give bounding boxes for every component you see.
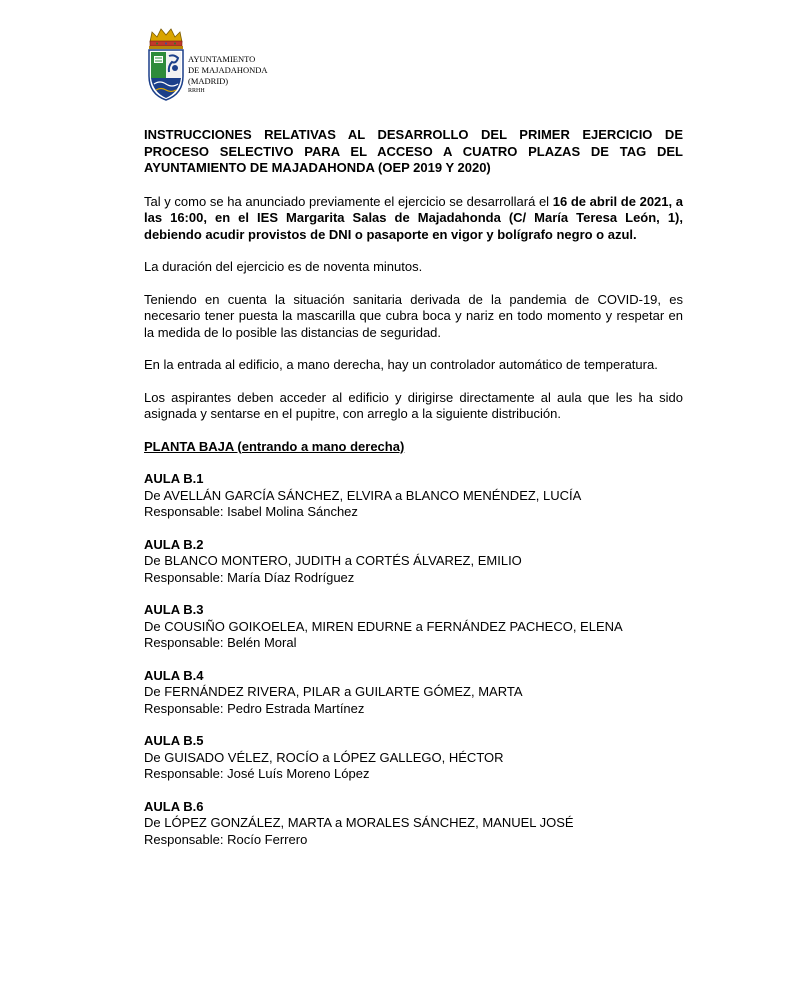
org-line-2: DE MAJADAHONDA <box>188 65 268 75</box>
organization-name <box>188 54 268 95</box>
aula-title: AULA B.2 <box>144 536 204 552</box>
org-line-4: RRHH <box>188 88 205 94</box>
document-body <box>144 127 683 864</box>
aula-range: De AVELLÁN GARCÍA SÁNCHEZ, ELVIRA a BLANCO MENÉNDEZ, LUCÍA <box>144 487 582 503</box>
aula-responsable: Responsable: Isabel Molina Sánchez <box>144 504 358 519</box>
aula-block <box>144 799 683 849</box>
aula-block <box>144 668 683 718</box>
aula-title: AULA B.4 <box>144 667 204 683</box>
aula-block <box>144 537 683 587</box>
intro-bold-text: 16 de abril de 2021, a las 16:00, en el IES Margarita Salas de Majadahonda (C/ María Teresa León, 1), debiendo acudir provistos de DNI o pasaporte en vigor y bolígrafo negro o azul. <box>144 193 683 242</box>
coat-of-arms-icon <box>146 28 186 102</box>
aula-title: AULA B.1 <box>144 471 204 486</box>
aula-range: De LÓPEZ GONZÁLEZ, MARTA a MORALES SÁNCHEZ, MANUEL JOSÉ <box>144 815 574 830</box>
aula-responsable: Responsable: María Díaz Rodríguez <box>144 569 355 585</box>
aula-block <box>144 602 683 652</box>
aula-responsable: Responsable: José Luís Moreno López <box>144 766 370 781</box>
aula-responsable: Responsable: Belén Moral <box>144 635 297 650</box>
intro-text: Tal y como se ha anunciado previamente el ejercicio se desarrollará el <box>144 193 553 209</box>
section-heading: PLANTA BAJA (entrando a mano derecha) <box>144 438 405 454</box>
aula-range: De FERNÁNDEZ RIVERA, PILAR a GUILARTE GÓMEZ, MARTA <box>144 684 523 699</box>
aula-title: AULA B.5 <box>144 733 204 748</box>
aula-block <box>144 733 683 783</box>
temperature-paragraph: En la entrada al edificio, a mano derecha, hay un controlador automático de temperatura. <box>144 357 658 372</box>
covid-paragraph: Teniendo en cuenta la situación sanitaria derivada de la pandemia de COVID-19, es necesario tener puesta la mascarilla que cubra boca y nariz en todo momento y respetar en la medida de lo posible las distancias de seguridad. <box>144 291 683 340</box>
document-title: INSTRUCCIONES RELATIVAS AL DESARROLLO DEL PRIMER EJERCICIO DE PROCESO SELECTIVO PARA EL ACCESO A CUATRO PLAZAS DE TAG DEL AYUNTAMIENTO DE MAJADAHONDA (OEP 2019 Y 2020) <box>144 127 683 175</box>
org-line-1: AYUNTAMIENTO <box>188 54 256 64</box>
aula-title: AULA B.6 <box>144 798 204 814</box>
access-paragraph: Los aspirantes deben acceder al edificio y dirigirse directamente al aula que les ha sido asignada y sentarse en el pupitre, con arreglo a la siguiente distribución. <box>144 389 683 421</box>
org-line-3: (MADRID) <box>188 76 229 86</box>
aula-responsable: Responsable: Pedro Estrada Martínez <box>144 700 365 716</box>
aula-block <box>144 471 683 521</box>
duration-paragraph: La duración del ejercicio es de noventa minutos. <box>144 259 423 274</box>
aula-responsable: Responsable: Rocío Ferrero <box>144 831 308 847</box>
aula-range: De COUSIÑO GOIKOELEA, MIREN EDURNE a FERNÁNDEZ PACHECO, ELENA <box>144 618 623 634</box>
aula-range: De GUISADO VÉLEZ, ROCÍO a LÓPEZ GALLEGO, HÉCTOR <box>144 749 504 765</box>
aula-range: De BLANCO MONTERO, JUDITH a CORTÉS ÁLVAREZ, EMILIO <box>144 553 522 568</box>
aula-title: AULA B.3 <box>144 602 204 617</box>
intro-paragraph <box>144 194 683 244</box>
